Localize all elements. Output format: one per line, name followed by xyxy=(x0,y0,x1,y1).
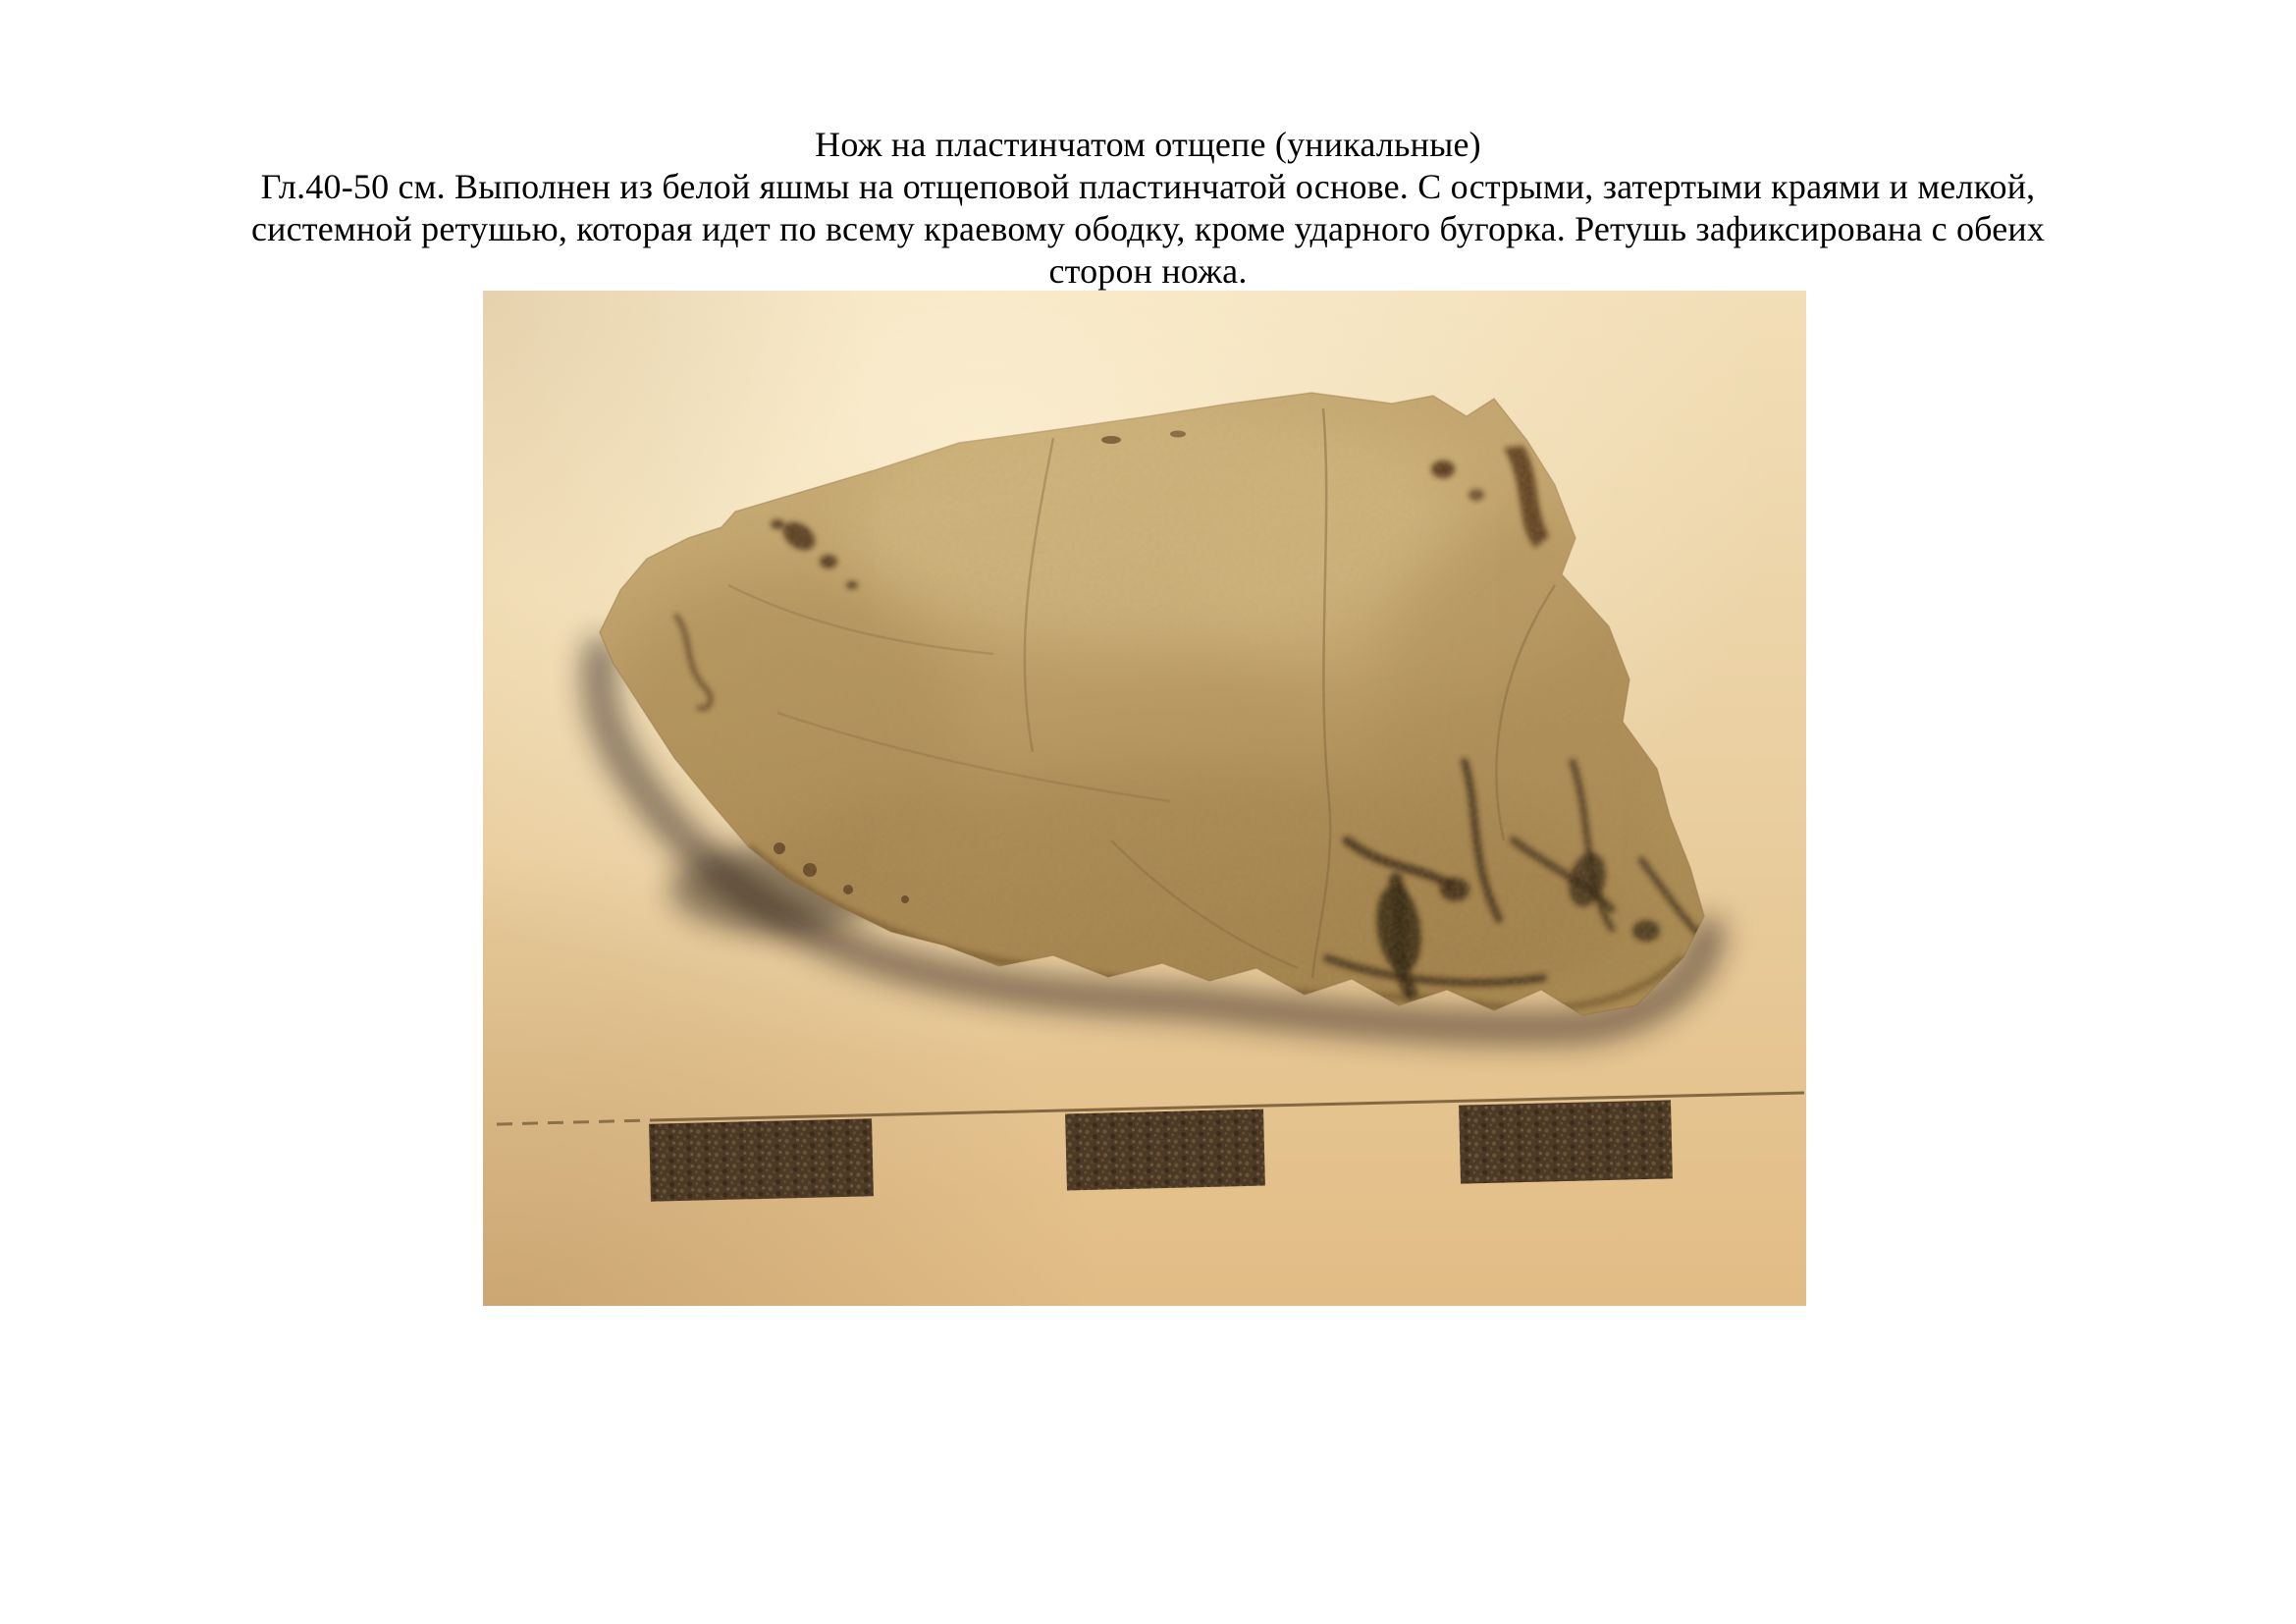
figure-caption xyxy=(0,124,2296,293)
description-line-3: сторон ножа. xyxy=(1048,251,1248,291)
scale-segment-1 xyxy=(649,1118,874,1202)
scale-segment-2 xyxy=(1065,1110,1265,1191)
figure-title: Нож на пластинчатом отщепе (уникальные) xyxy=(815,125,1481,164)
description-line-2: системной ретушью, которая идет по всему краевому ободку, кроме ударного бугорка. Ретушь зафиксирована с обеих xyxy=(250,209,2046,248)
artifact-photo-graphic xyxy=(483,291,1806,1306)
scale-segment-3 xyxy=(1459,1100,1673,1183)
description-line-1: Гл.40-50 см. Выполнен из белой яшмы на отщеповой пластинчатой основе. С острыми, затертыми краями и мелкой, xyxy=(260,167,2036,206)
artifact-photo xyxy=(483,291,1806,1306)
